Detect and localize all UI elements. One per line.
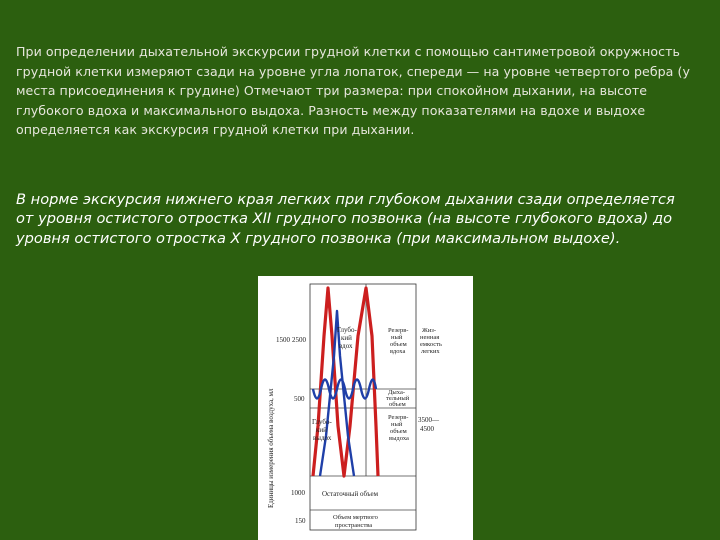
- label-reserve-inhale-2: ный: [391, 334, 403, 341]
- label-reserve-exhale-4: выдоха: [389, 435, 409, 442]
- lung-volumes-diagram: [258, 276, 473, 540]
- label-vital-4: легких: [421, 348, 440, 355]
- label-vital-range-2: 4500: [420, 425, 434, 433]
- label-deep-inhale-1: Глубо-: [337, 326, 357, 334]
- label-tidal-2: тельный: [386, 395, 410, 402]
- y-axis-label: Единицы измерения объема воздуха, мл: [267, 388, 275, 508]
- paragraph-chest-excursion: При определении дыхательной экскурсии грудной клетки с помощью сантиметровой окружность грудной клетки измеряют сзади на уровне угла лопаток, спереди — на уровне четвертого ребра (у места присоединения к грудине) Отмечают три размера: при спокойном дыхании, на высоте глубокого вдоха и максимального выдоха. Разность между показателями на вдохе и выдохе определяется как экскурсия грудной клетки при дыхании.: [16, 44, 690, 137]
- label-deep-exhale-1: Глубо-: [312, 418, 332, 426]
- paragraph-lung-edge-excursion: В норме экскурсия нижнего края легких при глубоком дыхании сзади определяется от уровня остистого отростка XII грудного позвонка (на высоте глубокого вдоха) до уровня остистого отростка X грудного позвонка (при максимальном выдохе).: [16, 191, 675, 247]
- lung-volumes-figure: [258, 276, 473, 540]
- label-reserve-exhale-3: объем: [390, 428, 407, 435]
- label-deep-inhale-2: кий: [341, 334, 352, 342]
- label-deep-inhale-3: вдох: [339, 342, 353, 350]
- label-reserve-inhale-4: вдоха: [390, 348, 406, 355]
- label-reserve-inhale-1: Резерв-: [388, 327, 409, 334]
- label-dead-space-2: пространства: [335, 522, 373, 529]
- label-residual: Остаточный объем: [322, 490, 379, 498]
- label-deep-exhale-3: выдох: [313, 434, 332, 442]
- y-tick-2500: 2500: [292, 336, 306, 344]
- y-tick-150: 150: [295, 517, 306, 525]
- label-vital-range-1: 3500—: [418, 416, 439, 424]
- label-vital-3: емкость: [420, 341, 442, 348]
- label-vital-2: ненная: [420, 334, 440, 341]
- y-tick-1000: 1000: [291, 489, 305, 497]
- label-tidal-3: объем: [389, 401, 406, 408]
- label-reserve-inhale-3: объем: [390, 341, 407, 348]
- y-tick-1500: 1500: [276, 336, 290, 344]
- label-deep-exhale-2: кий: [316, 426, 327, 434]
- label-dead-space-1: Объем мертвого: [333, 514, 378, 521]
- label-reserve-exhale-1: Резерв-: [388, 414, 409, 421]
- y-tick-500: 500: [294, 395, 305, 403]
- label-vital-1: Жиз-: [422, 327, 437, 334]
- label-tidal-1: Дыха-: [388, 389, 406, 396]
- label-reserve-exhale-2: ный: [391, 421, 403, 428]
